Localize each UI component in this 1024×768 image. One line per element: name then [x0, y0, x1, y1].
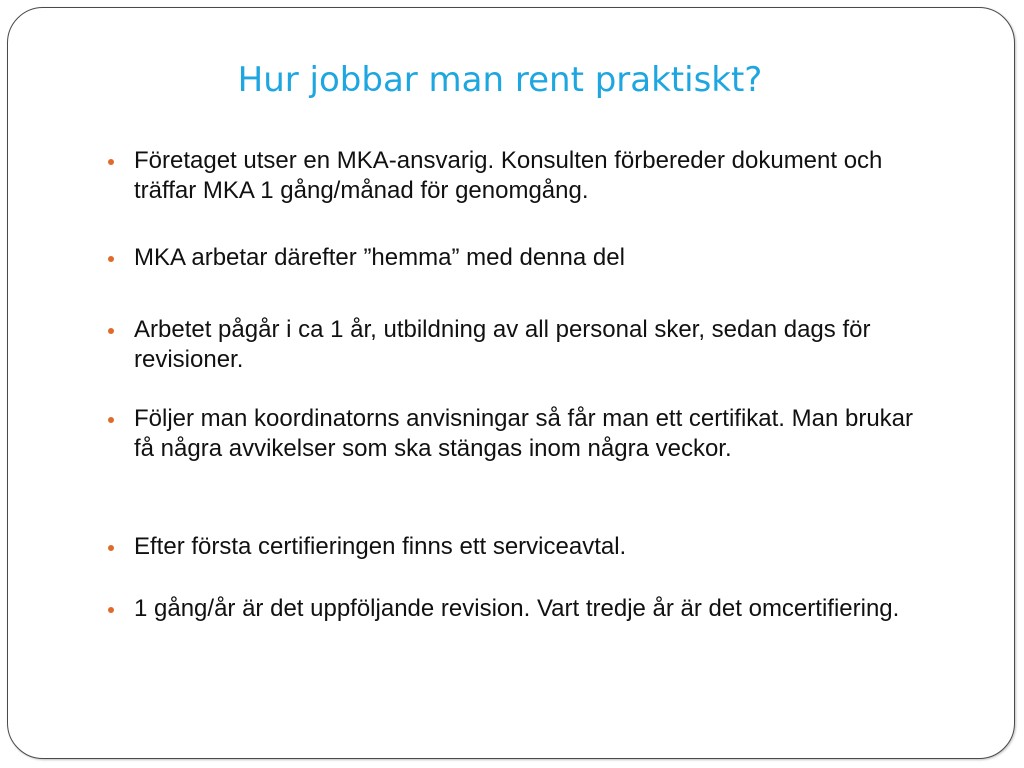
bullet-text: Efter första certifieringen finns ett serviceavtal.	[134, 533, 627, 560]
bullet-dot-icon	[108, 328, 114, 334]
bullet-dot-icon	[108, 256, 114, 262]
bullet-text: 1 gång/år är det uppföljande revision. Vart tredje år är det omcertifiering.	[134, 595, 900, 622]
bullet-dot-icon	[108, 607, 114, 613]
bullet-dot-icon	[108, 545, 114, 551]
bullet-text: MKA arbetar därefter ”hemma” med denna del	[134, 244, 625, 271]
slide-frame	[7, 7, 1015, 759]
bullet-dot-icon	[108, 159, 114, 165]
slide-title: Hur jobbar man rent praktiskt?	[237, 60, 763, 100]
bullet-text: Följer man koordinatorns anvisningar så får man ett certifikat. Man brukar få några avvikelser som ska stängas inom några veckor.	[134, 405, 914, 462]
bullet-dot-icon	[108, 417, 114, 423]
bullet-text: Företaget utser en MKA-ansvarig. Konsulten förbereder dokument och träffar MKA 1 gång/månad för genomgång.	[134, 147, 883, 204]
bullet-text: Arbetet pågår i ca 1 år, utbildning av all personal sker, sedan dags för revisioner.	[134, 316, 871, 373]
